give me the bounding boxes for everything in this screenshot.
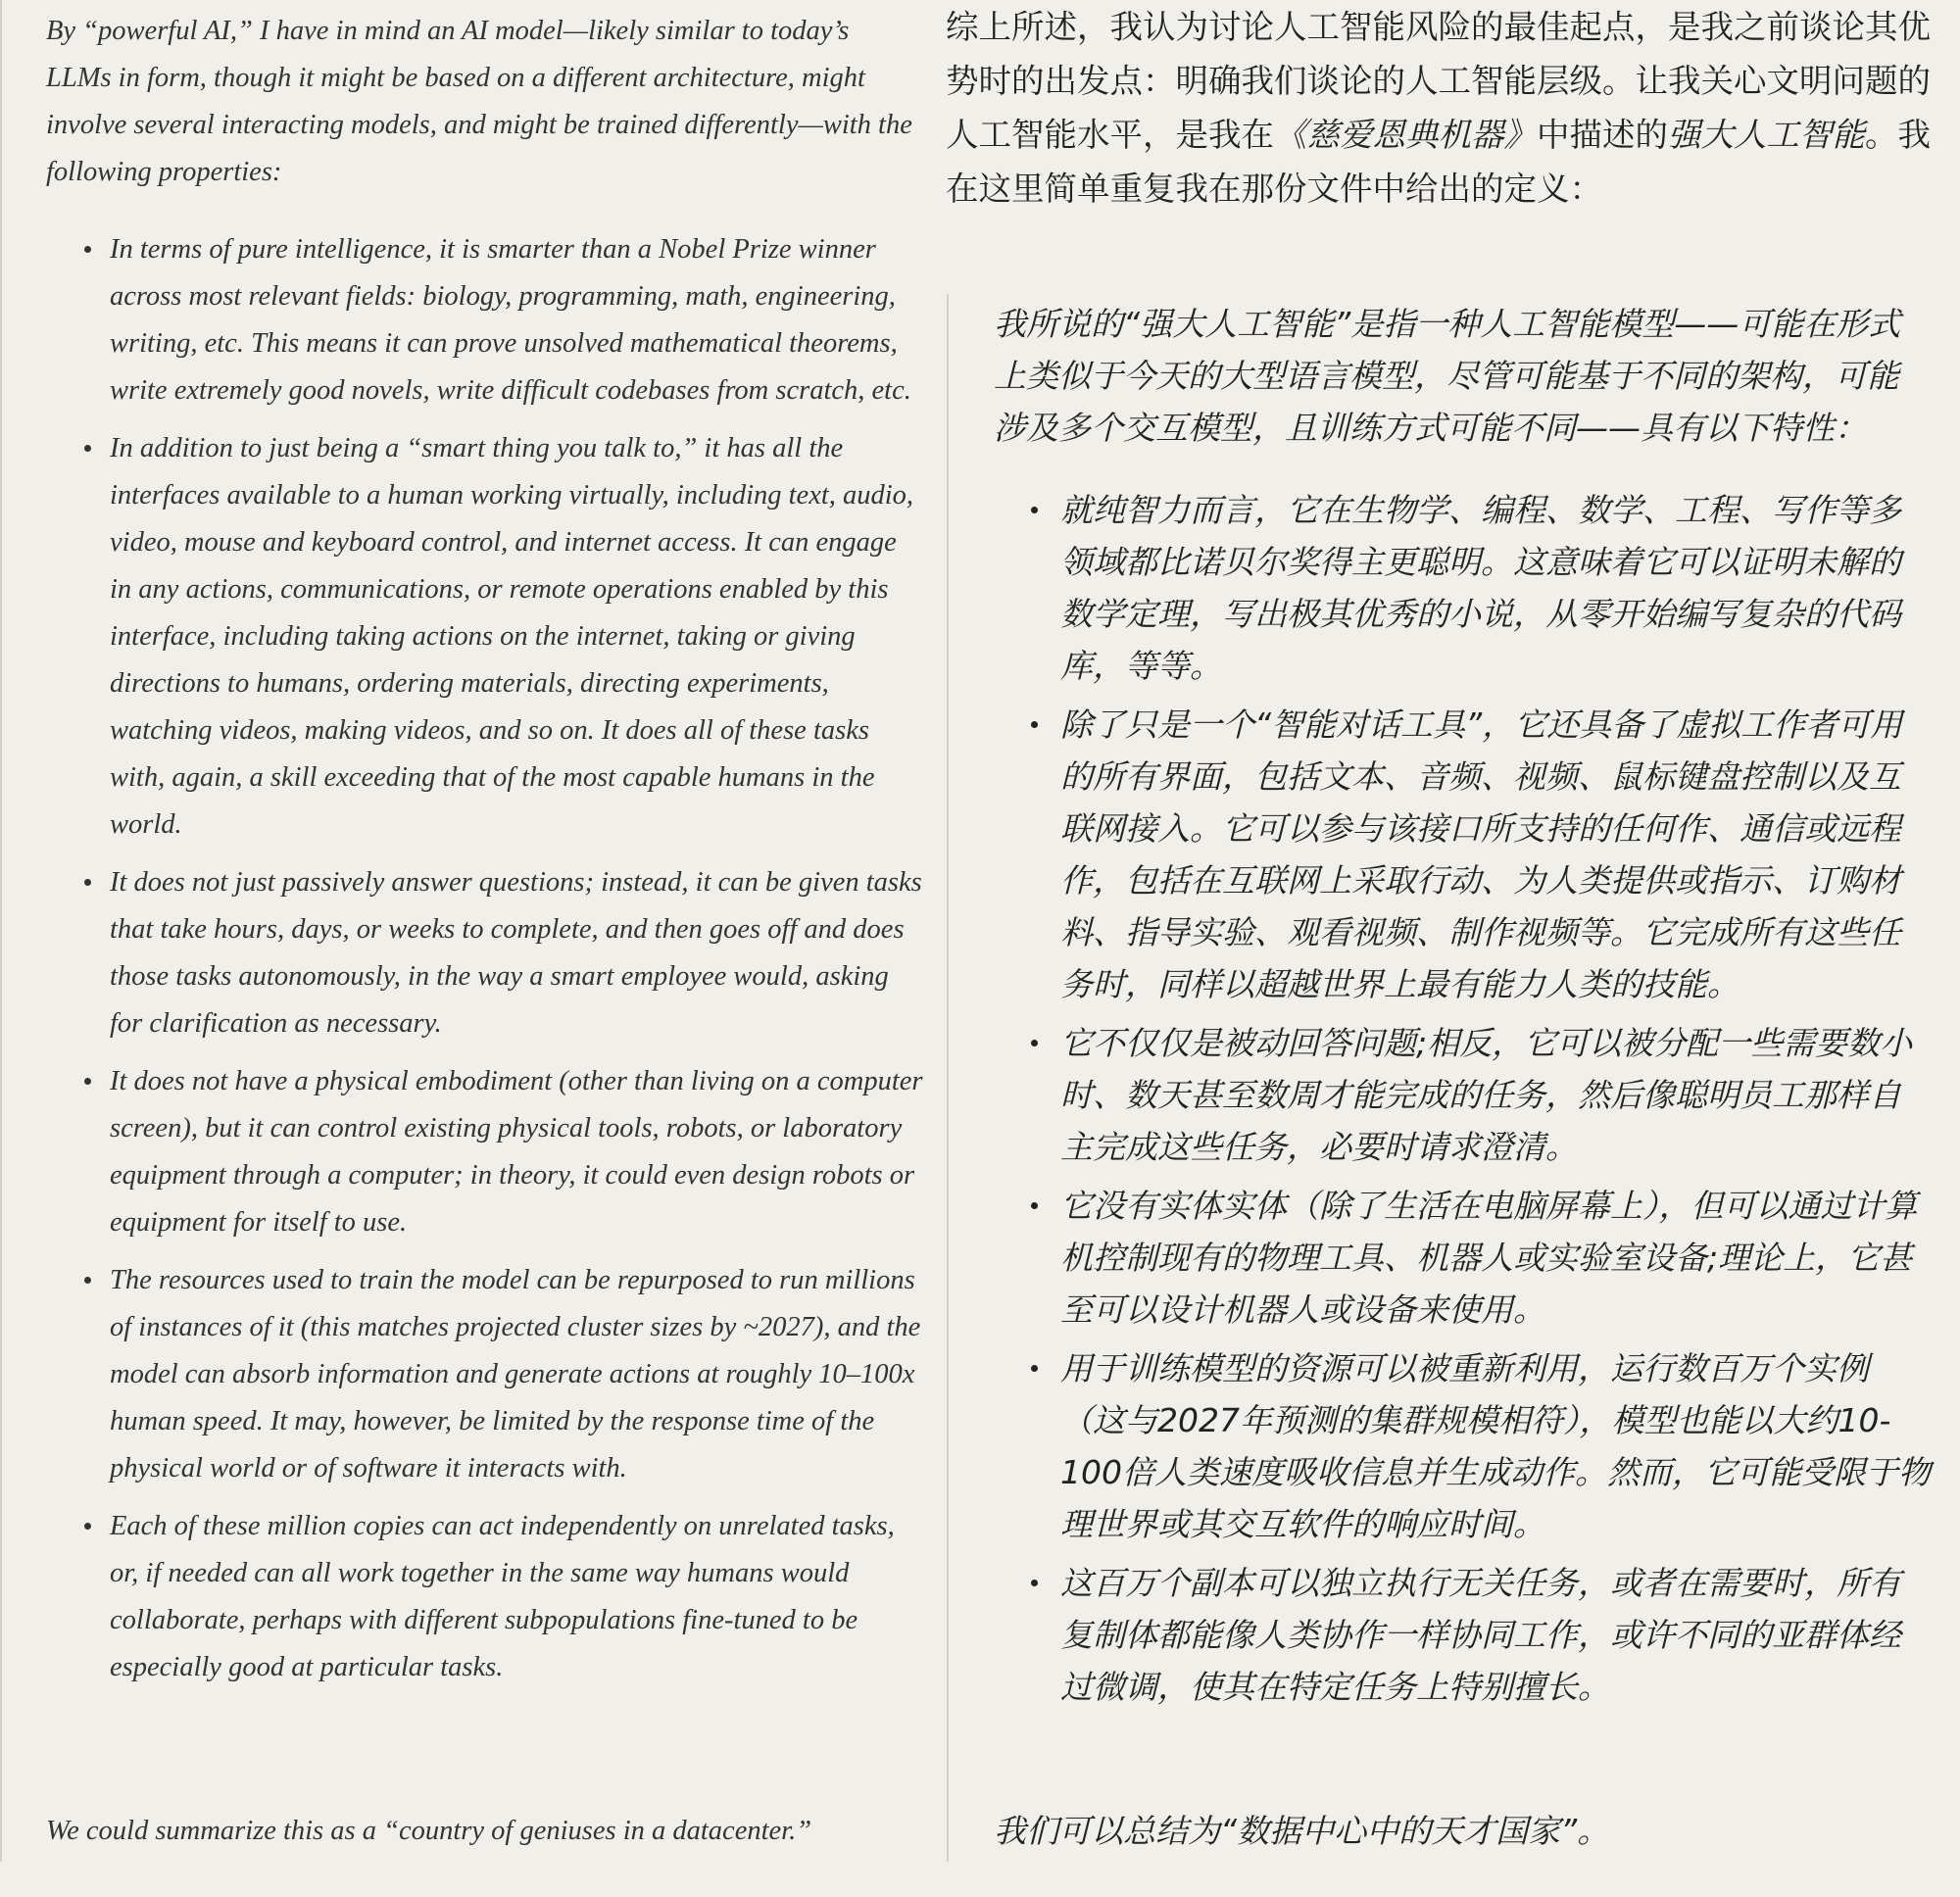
chinese-closing: 我们可以总结为“数据中心中的天才国家”。: [994, 1812, 1610, 1850]
intro-text: 中描述的: [1537, 116, 1668, 154]
bullet-icon: [84, 1277, 91, 1284]
list-item: [1060, 1180, 1933, 1336]
chinese-column: [939, 0, 1960, 1897]
quote-intro: 我所说的“强大人工智能”是指一种人工智能模型——可能在形式上类似于今天的大型语言模型，尽管可能基于不同的架构，可能涉及多个交互模型，且训练方式可能不同——具有以下特性：: [994, 305, 1901, 447]
list-item-text: In addition to just being a “smart thing you talk to,” it has all the interfaces available to a human working virtually, including text, audio, video, mouse and keyboard control, and internet access. It can engage in any actions, communications, or remote operations enabled by this interface, including taking actions on the internet, taking or giving directions to humans, ordering materials, directing experiments, watching videos, making videos, and so on. It does all of these tasks with, again, a skill exceeding that of the most capable humans in the world.: [110, 433, 914, 840]
bullet-icon: [84, 246, 91, 253]
list-item-text: It does not just passively answer questions; instead, it can be given tasks that take hours, days, or weeks to complete, and then goes off and does those tasks autonomously, in the way a smart employee would, asking for clarification as necessary.: [110, 867, 922, 1039]
bullet-icon: [1031, 1365, 1038, 1372]
term: 强大人工智能: [1668, 116, 1865, 154]
list-item: [110, 425, 923, 849]
intro-text: 综上所述，我认为讨论人工智能风险的最佳起点，是我之前谈论其优势时的出发点：明确我们谈论的人工智能层级。让我关心文明问题的人工智能水平，是我在: [946, 8, 1931, 154]
list-item: [1060, 484, 1933, 692]
definition-blockquote: [947, 294, 1931, 1862]
list-item-text: 用于训练模型的资源可以被重新利用，运行数百万个实例（这与2027年预测的集群规模相符），模型也能以大约10-100倍人类速度吸收信息并生成动作。然而，它可能受限于物理世界或其交互软件的响应时间。: [1060, 1349, 1931, 1543]
list-item-text: 就纯智力而言，它在生物学、编程、数学、工程、写作等多领域都比诺贝尔奖得主更聪明。这意味着它可以证明未解的数学定理，写出极其优秀的小说，从零开始编写复杂的代码库，等等。: [1060, 491, 1901, 685]
list-item-text: In terms of pure intelligence, it is smarter than a Nobel Prize winner across most relevant fields: biology, programming, math, engineering, writing, etc. This means it can prove unsolved mathematical theorems, write extremely good novels, write difficult codebases from scratch, etc.: [110, 234, 911, 406]
chinese-properties-list: [1060, 484, 1933, 1720]
list-item-text: 它没有实体实体（除了生活在电脑屏幕上），但可以通过计算机控制现有的物理工具、机器人或实验室设备;理论上，它甚至可以设计机器人或设备来使用。: [1060, 1187, 1918, 1329]
bullet-icon: [84, 445, 91, 452]
bullet-icon: [84, 1523, 91, 1530]
bullet-icon: [1031, 721, 1038, 728]
list-item: [1060, 1342, 1933, 1550]
list-item: [110, 1503, 923, 1691]
list-item: [110, 1058, 923, 1246]
bullet-icon: [1031, 507, 1038, 513]
english-column: [0, 0, 933, 1862]
bullet-icon: [1031, 1202, 1038, 1209]
list-item-text: It does not have a physical embodiment (other than living on a computer screen), but it can control existing physical tools, robots, or laboratory equipment through a computer; in theory, it could even design robots or equipment for itself to use.: [110, 1066, 923, 1238]
list-item-text: 这百万个副本可以独立执行无关任务，或者在需要时，所有复制体都能像人类协作一样协同工作，或许不同的亚群体经过微调，使其在特定任务上特别擅长。: [1060, 1564, 1901, 1706]
bullet-icon: [1031, 1580, 1038, 1586]
english-intro: By “powerful AI,” I have in mind an AI model—likely similar to today’s LLMs in form, though it might be based on a different architecture, might involve several interacting models, and might be trained differently—with the following properties:: [46, 16, 912, 187]
list-item-text: Each of these million copies can act independently on unrelated tasks, or, if needed can all work together in the same way humans would collaborate, perhaps with different subpopulations fine-tuned to be especially good at particular tasks.: [110, 1511, 895, 1682]
english-properties-list: [110, 226, 923, 1702]
bullet-icon: [84, 1078, 91, 1085]
book-title: 《慈爱恩典机器》: [1274, 116, 1537, 154]
list-item: [1060, 1017, 1933, 1173]
list-item: [110, 226, 923, 414]
list-item: [110, 1257, 923, 1492]
list-item-text: 除了只是一个“智能对话工具”，它还具备了虚拟工作者可用的所有界面，包括文本、音频、视频、鼠标键盘控制以及互联网接入。它可以参与该接口所支持的任何作、通信或远程作，包括在互联网上采取行动、为人类提供或指示、订购材料、指导实验、观看视频、制作视频等。它完成所有这些任务时，同样以超越世界上最有能力人类的技能。: [1060, 705, 1903, 1003]
list-item: [1060, 1557, 1933, 1713]
bullet-icon: [1031, 1040, 1038, 1046]
bullet-icon: [84, 879, 91, 886]
english-closing: We could summarize this as a “country of geniuses in a datacenter.”: [46, 1816, 812, 1846]
list-item: [1060, 699, 1933, 1010]
list-item-text: The resources used to train the model can be repurposed to run millions of instances of it (this matches projected cluster sizes by ~2027), and the model can absorb information and generate actions at roughly 10–100x human speed. It may, however, be limited by the response time of the physical world or of software it interacts with.: [110, 1265, 921, 1484]
list-item-text: 它不仅仅是被动回答问题;相反，它可以被分配一些需要数小时、数天甚至数周才能完成的任务，然后像聪明员工那样自主完成这些任务，必要时请求澄清。: [1060, 1024, 1913, 1166]
list-item: [110, 859, 923, 1047]
chinese-intro: [946, 0, 1940, 216]
intro-text: 。我在这里简单重复我在那份文件中给出的定义：: [946, 116, 1931, 208]
